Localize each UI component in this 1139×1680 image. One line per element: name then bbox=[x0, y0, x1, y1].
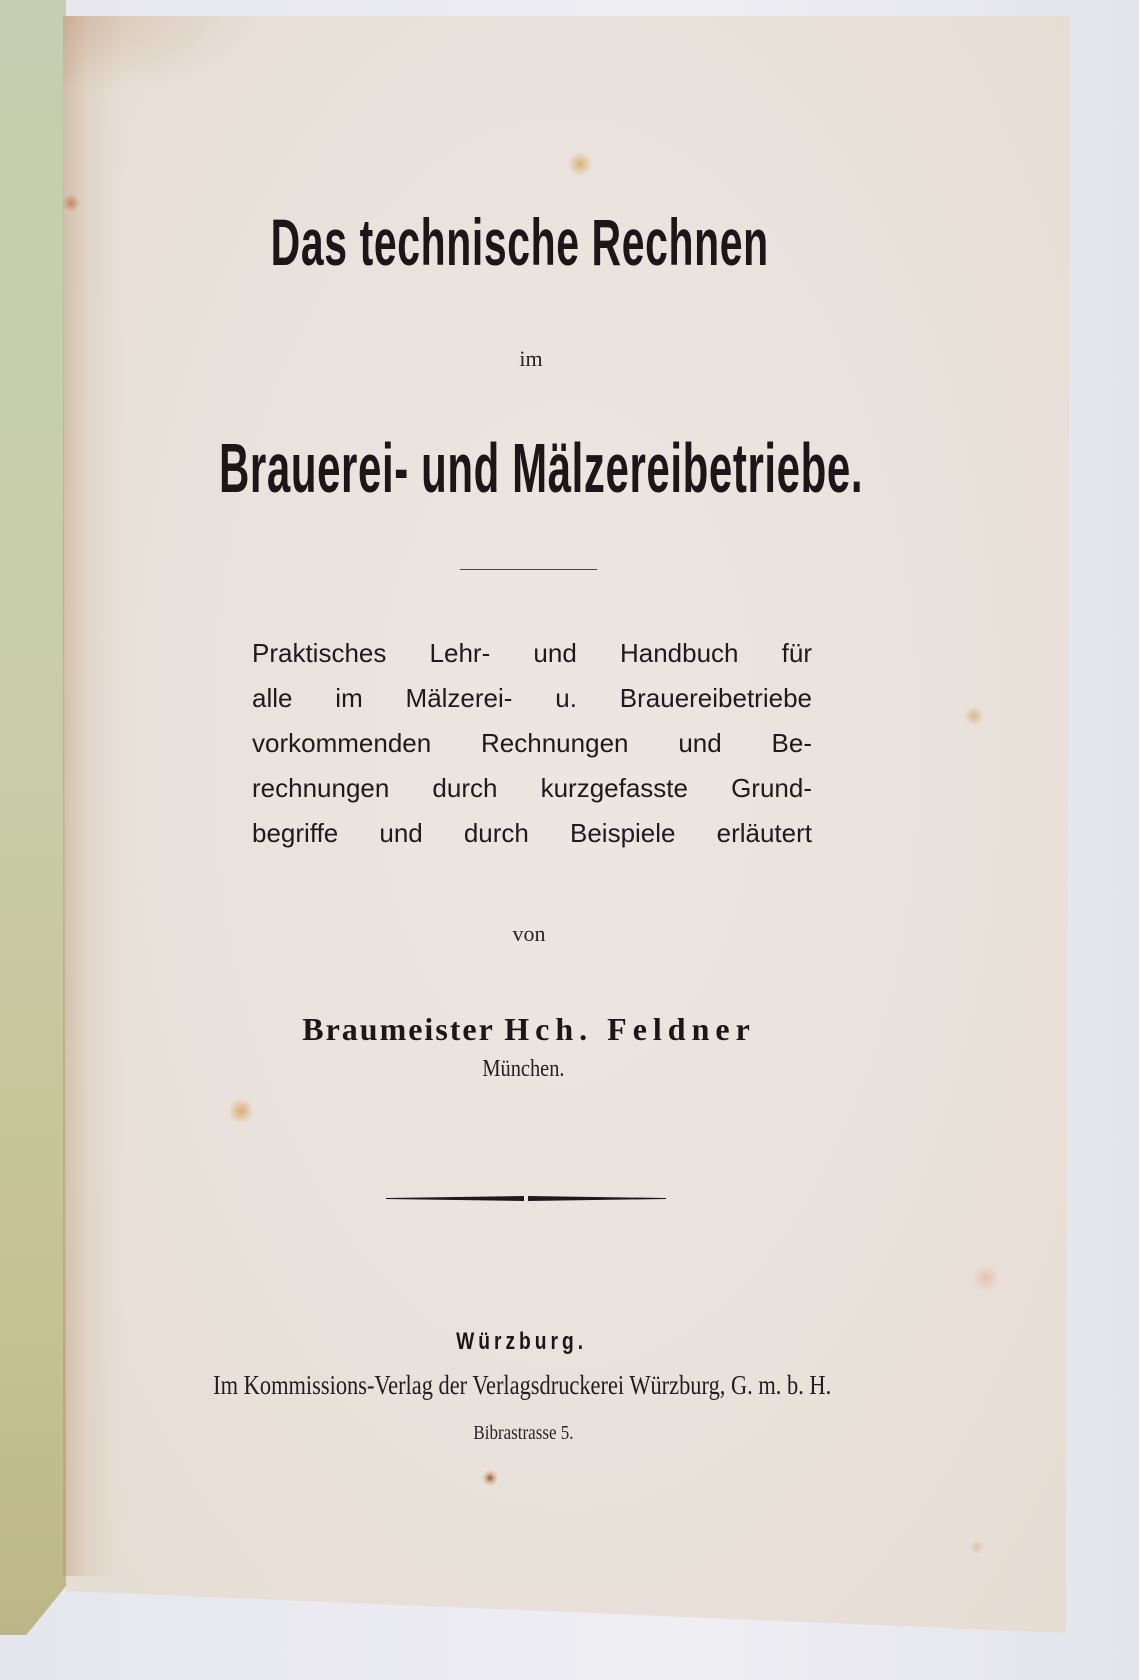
subtitle-line: alle im Mälzerei- u. Brauereibetriebe bbox=[252, 683, 812, 713]
ornamental-rule-left bbox=[386, 1196, 524, 1201]
subtitle-line: rechnungen durch kurzgefasste Grund- bbox=[252, 773, 812, 803]
subtitle-block bbox=[252, 631, 812, 856]
author-title: Braumeister bbox=[302, 1011, 495, 1047]
thin-divider-rule bbox=[460, 569, 597, 570]
title-page-content bbox=[63, 16, 1063, 1616]
author-name: Hch. Feldner bbox=[504, 1011, 756, 1047]
book-title-line-1: Das technische Rechnen bbox=[270, 205, 769, 279]
author-city: München. bbox=[482, 1056, 565, 1082]
book-title-line-2: Brauerei- und Mälzereibetriebe. bbox=[219, 429, 864, 507]
by-label: von bbox=[512, 921, 546, 946]
book-cover-edge bbox=[0, 0, 66, 1635]
imprint-place: Würzburg. bbox=[456, 1328, 588, 1355]
author-line bbox=[29, 1011, 1029, 1048]
imprint-address: Bibrastrasse 5. bbox=[473, 1422, 574, 1444]
subtitle-line: Praktisches Lehr- und Handbuch für bbox=[252, 638, 812, 668]
title-connector: im bbox=[519, 346, 543, 371]
ornamental-rule-right bbox=[528, 1196, 666, 1201]
subtitle-line: begriffe und durch Beispiele erläutert bbox=[252, 818, 812, 848]
ornamental-divider-rule bbox=[386, 1196, 666, 1201]
imprint-publisher: Im Kommissions-Verlag der Verlagsdruckerei Würzburg, G. m. b. H. bbox=[213, 1370, 832, 1400]
subtitle-line: vorkommenden Rechnungen und Be- bbox=[252, 728, 812, 758]
